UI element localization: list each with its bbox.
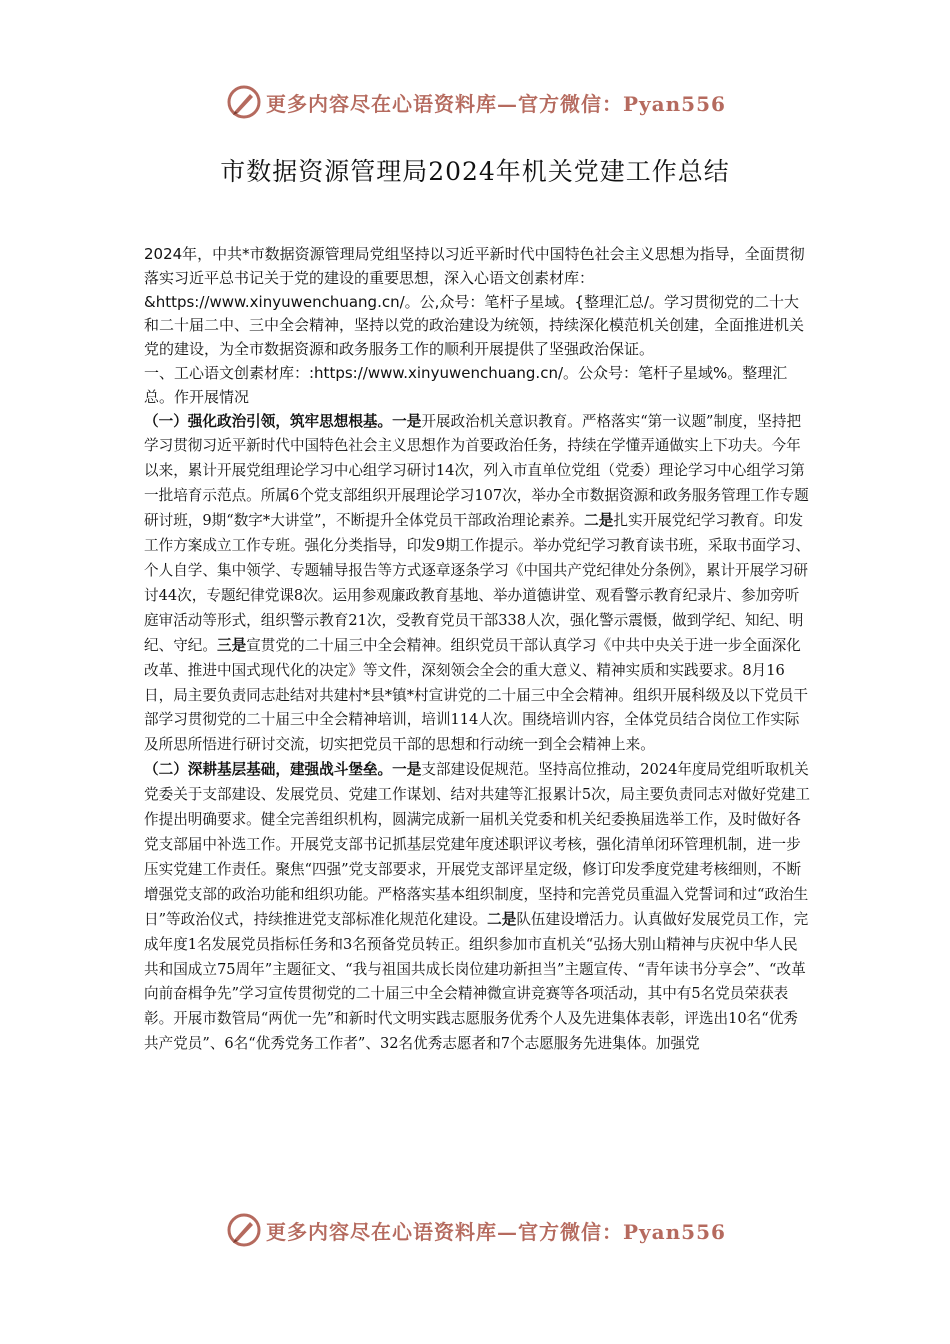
pen-logo-icon xyxy=(226,1212,262,1248)
part1-heading: （一）强化政治引领，筑牢思想根基。 xyxy=(144,412,393,430)
pen-logo-icon xyxy=(226,84,262,120)
part1-lead-3: 三是 xyxy=(216,636,247,654)
document-body xyxy=(144,243,812,1057)
part2-lead-1: 一是 xyxy=(392,761,422,779)
banner-text: 更多内容尽在心语资料库—官方微信：Pyan556 xyxy=(266,1219,726,1244)
watermark-banner-bottom xyxy=(226,1210,746,1250)
part1-lead-2: 二是 xyxy=(584,512,614,530)
part1-lead-1: 一是 xyxy=(392,412,422,430)
part1-text-3: 宣贯党的二十届三中全会精神。组织党员干部认真学习《中共中央关于进一步全面深化改革、推进中国式现代化的决定》等文件，深刻领会全会的重大意义、精神实质和实践要求。8月16日，局主要负责同志赴结对共建村*县*镇*村宣讲党的二十届三中全会精神。组织开展科级及以下党员干部学习贯彻党的二十届三中全会精神培训，培训114人次。围绕培训内容，全体党员结合岗位工作实际及所思所悟进行研讨交流，切实把党员干部的思想和行动统一到全会精神上来。 xyxy=(144,636,809,754)
section-heading: 一、工心语文创素材库：:https://www.xinyuwenchuang.cn/。公众号：笔杆子星域%。整理汇总。作开展情况 xyxy=(144,363,788,406)
part2-text-1: 支部建设促规范。坚持高位推动，2024年度局党组听取机关党委关于支部建设、发展党员、党建工作谋划、结对共建等汇报累计5次，局主要负责同志对做好党建工作提出明确要求。健全完善组织机构，圆满完成新一届机关党委和机关纪委换届选举工作，及时做好各党支部届中补选工作。开展党支部书记抓基层党建年度述职评议考核，强化清单闭环管理机制，进一步压实党建工作责任。聚焦“四强”党支部要求，开展党支部评星定级，修订印发季度党建考核细则，不断增强党支部的政治功能和组织功能。严格落实基本组织制度，坚持和完善党员重温入党誓词和过“政治生日”等政治仪式，持续推进党支部标准化规范化建设。 xyxy=(144,761,811,928)
part2-heading: （二）深耕基层基础，建强战斗堡垒。 xyxy=(144,761,393,779)
part1-text-2: 扎实开展党纪学习教育。印发工作方案成立工作专班。强化分类指导，印发9期工作提示。举办党纪学习教育读书班，采取书面学习、个人自学、集中领学、专题辅导报告等方式逐章逐条学习《中国共产党纪律处分条例》，累计开展学习研讨44次，专题纪律党课8次。运用参观廉政教育基地、举办道德讲堂、观看警示教育纪录片、参加旁听庭审活动等形式，组织警示教育21次，受教育党员干部338人次，强化警示震慑，做到学纪、知纪、明纪、守纪。 xyxy=(144,512,811,654)
watermark-banner-top xyxy=(226,82,746,122)
intro-paragraph: 2024年，中共*市数据资源管理局党组坚持以习近平新时代中国特色社会主义思想为指导，全面贯彻落实习近平总书记关于党的建设的重要思想，深入心语文创素材库： &https://www.xinyuwenchuang.cn/。公,众号：笔杆子星域。{整理汇总/。学习贯彻党的二十大和二十届二中、三中全会精神，坚持以党的政治建设为统领，持续深化模范机关创建，全面推进机关党的建设，为全市数据资源和政务服务工作的顺利开展提供了坚强政治保证。 xyxy=(144,245,805,359)
part2-lead-2: 二是 xyxy=(487,910,517,928)
part2-text-2: 队伍建设增活力。认真做好发展党员工作，完成年度1名发展党员指标任务和3名预备党员转正。组织参加市直机关“弘扬大别山精神与庆祝中华人民共和国成立75周年”主题征文、“我与祖国共成长岗位建功新担当”主题宣传、“青年读书分享会”、“改革向前奋楫争先”学习宣传贯彻党的二十届三中全会精神微宣讲竞赛等各项活动，其中有5名党员荣获表彰。开展市数管局“两优一先”和新时代文明实践志愿服务优秀个人及先进集体表彰，评选出10名“优秀共产党员”、6名“优秀党务工作者”、32名优秀志愿者和7个志愿服务先进集体。加强党 xyxy=(144,910,809,1053)
part1-text-1: 开展政治机关意识教育。严格落实“第一议题”制度，坚持把学习贯彻习近平新时代中国特色社会主义思想作为首要政治任务，持续在学懂弄通做实上下功夫。今年以来，累计开展党组理论学习中心组学习研讨14次，列入市直单位党组（党委）理论学习中心组学习第一批培育示范点。所属6个党支部组织开展理论学习107次，举办全市数据资源和政务服务管理工作专题研讨班，9期“数字*大讲堂”，不断提升全体党员干部政治理论素养。 xyxy=(144,412,809,530)
document-title: 市数据资源管理局2024年机关党建工作总结 xyxy=(220,157,730,186)
part2-paragraph xyxy=(144,758,812,1057)
banner-text: 更多内容尽在心语资料库—官方微信：Pyan556 xyxy=(266,91,726,116)
part1-paragraph xyxy=(144,410,812,759)
